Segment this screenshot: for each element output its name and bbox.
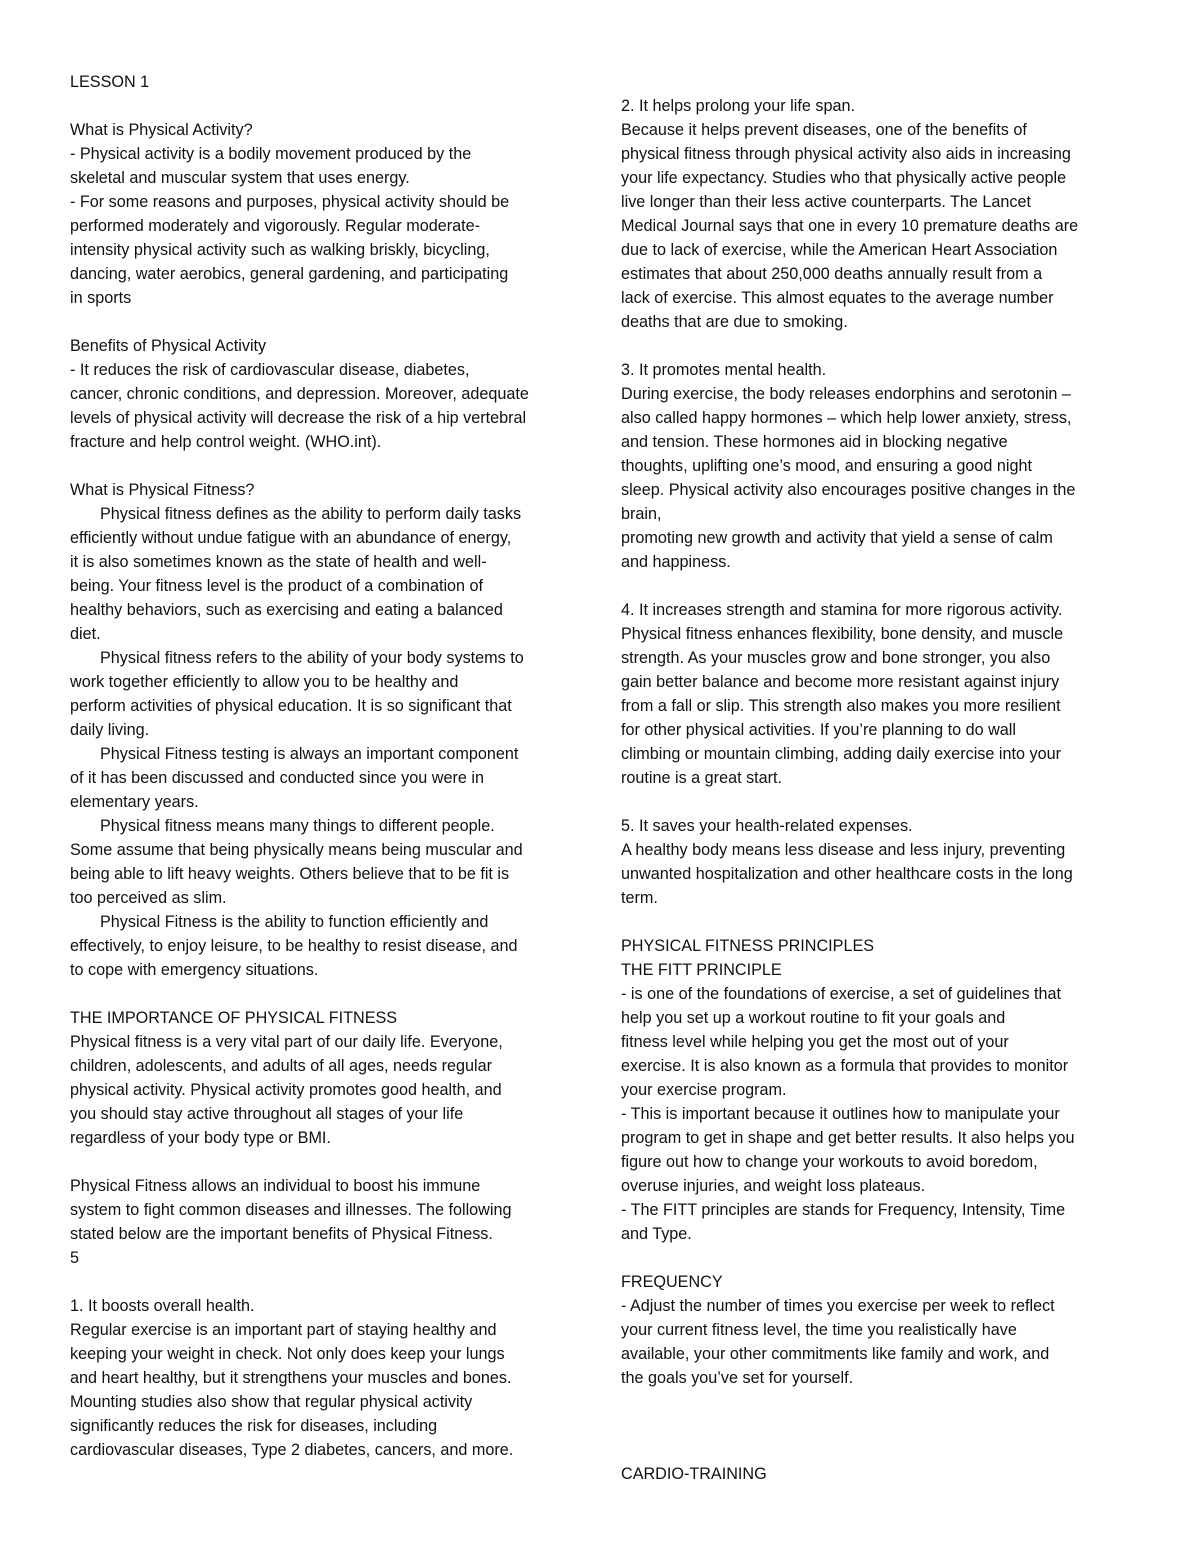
text-line: Physical fitness defines as the ability to perform daily tasks [100,505,522,523]
blank-line [621,574,1136,598]
text-line: work together efficiently to allow you to be healthy and [70,673,459,691]
text-line: too perceived as slim. [70,889,227,907]
text-line: Physical fitness is a very vital part of our daily life. Everyone, [70,1033,503,1051]
blank-line [70,1150,585,1174]
text-line: healthy behaviors, such as exercising and eating a balanced [70,601,503,619]
blank-line [621,790,1136,814]
blank-line [621,1438,1136,1462]
text-line: live longer than their less active counterparts. The Lancet [621,193,1032,211]
text-line: Benefits of Physical Activity [70,337,267,355]
text-line: also called happy hormones – which help lower anxiety, stress, [621,409,1072,427]
text-line: 1. It boosts overall health. [70,1297,255,1315]
text-line: and Type. [621,1225,692,1243]
text-line: Physical Fitness testing is always an important component [100,745,519,763]
text-line: it is also sometimes known as the state of health and well- [70,553,487,571]
text-line: A healthy body means less disease and less injury, preventing [621,841,1066,859]
blank-line [621,1390,1136,1414]
text-line: - Adjust the number of times you exercise per week to reflect [621,1297,1055,1315]
text-line: Physical Fitness allows an individual to boost his immune [70,1177,481,1195]
text-line: overuse injuries, and weight loss plateaus. [621,1177,926,1195]
text-line: - The FITT principles are stands for Frequency, Intensity, Time [621,1201,1066,1219]
text-line: daily living. [70,721,150,739]
text-line: THE FITT PRINCIPLE [621,961,782,979]
blank-line [621,334,1136,358]
text-line: perform activities of physical education. It is so significant that [70,697,512,715]
text-line: unwanted hospitalization and other healthcare costs in the long [621,865,1073,883]
right-column [621,94,1136,1486]
text-line: Mounting studies also show that regular physical activity [70,1393,473,1411]
text-line: and heart healthy, but it strengthens your muscles and bones. [70,1369,512,1387]
text-line: - This is important because it outlines how to manipulate your [621,1105,1060,1123]
text-line: being able to lift heavy weights. Others believe that to be fit is [70,865,510,883]
text-line: the goals you’ve set for yourself. [621,1369,854,1387]
text-line: strength. As your muscles grow and bone stronger, you also [621,649,1051,667]
text-line: diet. [70,625,101,643]
text-line: regardless of your body type or BMI. [70,1129,331,1147]
text-line: sleep. Physical activity also encourages positive changes in the [621,481,1076,499]
text-line: help you set up a workout routine to fit your goals and [621,1009,1006,1027]
text-line: Some assume that being physically means being muscular and [70,841,523,859]
text-line: skeletal and muscular system that uses energy. [70,169,410,187]
text-line: fitness level while helping you get the most out of your [621,1033,1009,1051]
text-line: elementary years. [70,793,199,811]
text-line: levels of physical activity will decrease the risk of a hip vertebral [70,409,527,427]
text-line: - is one of the foundations of exercise, a set of guidelines that [621,985,1062,1003]
text-line: due to lack of exercise, while the American Heart Association [621,241,1058,259]
text-line: physical fitness through physical activity also aids in increasing [621,145,1071,163]
text-line: - Physical activity is a bodily movement produced by the [70,145,472,163]
text-line: fracture and help control weight. (WHO.int). [70,433,382,451]
text-line: children, adolescents, and adults of all ages, needs regular [70,1057,493,1075]
text-line: gain better balance and become more resistant against injury [621,673,1060,691]
text-line: 5 [70,1249,80,1267]
blank-line [70,454,585,478]
text-line: program to get in shape and get better results. It also helps you [621,1129,1075,1147]
text-line: and tension. These hormones aid in blocking negative [621,433,1008,451]
text-line: being. Your fitness level is the product of a combination of [70,577,484,595]
text-line: figure out how to change your workouts to avoid boredom, [621,1153,1038,1171]
text-line: Physical fitness means many things to different people. [100,817,495,835]
text-line: efficiently without undue fatigue with an abundance of energy, [70,529,512,547]
text-line: cancer, chronic conditions, and depression. Moreover, adequate [70,385,529,403]
text-line: you should stay active throughout all stages of your life [70,1105,464,1123]
blank-line [621,1246,1136,1270]
text-line: stated below are the important benefits of Physical Fitness. [70,1225,493,1243]
text-line: estimates that about 250,000 deaths annually result from a [621,265,1043,283]
text-line: to cope with emergency situations. [70,961,319,979]
text-line: intensity physical activity such as walking briskly, bicycling, [70,241,490,259]
text-line: PHYSICAL FITNESS PRINCIPLES [621,937,875,955]
text-line: CARDIO-TRAINING [621,1465,767,1483]
blank-line [621,910,1136,934]
text-line: LESSON 1 [70,73,150,91]
text-line: FREQUENCY [621,1273,723,1291]
text-line: deaths that are due to smoking. [621,313,848,331]
left-column [70,70,585,1462]
text-line: What is Physical Fitness? [70,481,255,499]
text-line: effectively, to enjoy leisure, to be healthy to resist disease, and [70,937,518,955]
text-line: climbing or mountain climbing, adding daily exercise into your [621,745,1061,763]
text-line: performed moderately and vigorously. Regular moderate- [70,217,480,235]
text-line: Physical Fitness is the ability to function efficiently and [100,913,489,931]
text-line: and happiness. [621,553,731,571]
text-line: - It reduces the risk of cardiovascular disease, diabetes, [70,361,470,379]
text-line: of it has been discussed and conducted since you were in [70,769,484,787]
text-line: Physical fitness enhances flexibility, bone density, and muscle [621,625,1064,643]
text-line: routine is a great start. [621,769,783,787]
text-line: Physical fitness refers to the ability of your body systems to [100,649,524,667]
text-line: your current fitness level, the time you realistically have [621,1321,1017,1339]
text-line: Regular exercise is an important part of staying healthy and [70,1321,497,1339]
text-line: from a fall or slip. This strength also makes you more resilient [621,697,1061,715]
blank-line [70,310,585,334]
text-line: dancing, water aerobics, general gardening, and participating [70,265,509,283]
blank-line [70,1270,585,1294]
text-line: term. [621,889,658,907]
text-line: your life expectancy. Studies who that physically active people [621,169,1067,187]
text-line: keeping your weight in check. Not only does keep your lungs [70,1345,505,1363]
blank-line [70,982,585,1006]
text-line: - For some reasons and purposes, physical activity should be [70,193,510,211]
text-line: in sports [70,289,132,307]
text-line: promoting new growth and activity that yield a sense of calm [621,529,1053,547]
text-line: available, your other commitments like family and work, and [621,1345,1050,1363]
text-line: system to fight common diseases and illnesses. The following [70,1201,512,1219]
text-line: During exercise, the body releases endorphins and serotonin – [621,385,1071,403]
text-line: THE IMPORTANCE OF PHYSICAL FITNESS [70,1009,398,1027]
text-line: 4. It increases strength and stamina for more rigorous activity. [621,601,1063,619]
text-line: exercise. It is also known as a formula that provides to monitor [621,1057,1069,1075]
text-line: Medical Journal says that one in every 10 premature deaths are [621,217,1079,235]
blank-line [621,1414,1136,1438]
text-line: thoughts, uplifting one’s mood, and ensuring a good night [621,457,1032,475]
text-line: What is Physical Activity? [70,121,253,139]
text-line: brain, [621,505,662,523]
text-line: for other physical activities. If you’re planning to do wall [621,721,1016,739]
text-line: 5. It saves your health-related expenses. [621,817,913,835]
text-line: significantly reduces the risk for diseases, including [70,1417,438,1435]
text-line: physical activity. Physical activity promotes good health, and [70,1081,502,1099]
text-line: cardiovascular diseases, Type 2 diabetes, cancers, and more. [70,1441,514,1459]
text-line: 3. It promotes mental health. [621,361,827,379]
text-line: lack of exercise. This almost equates to the average number [621,289,1054,307]
text-line: 2. It helps prolong your life span. [621,97,855,115]
text-line: Because it helps prevent diseases, one of the benefits of [621,121,1027,139]
blank-line [70,94,585,118]
text-line: your exercise program. [621,1081,787,1099]
